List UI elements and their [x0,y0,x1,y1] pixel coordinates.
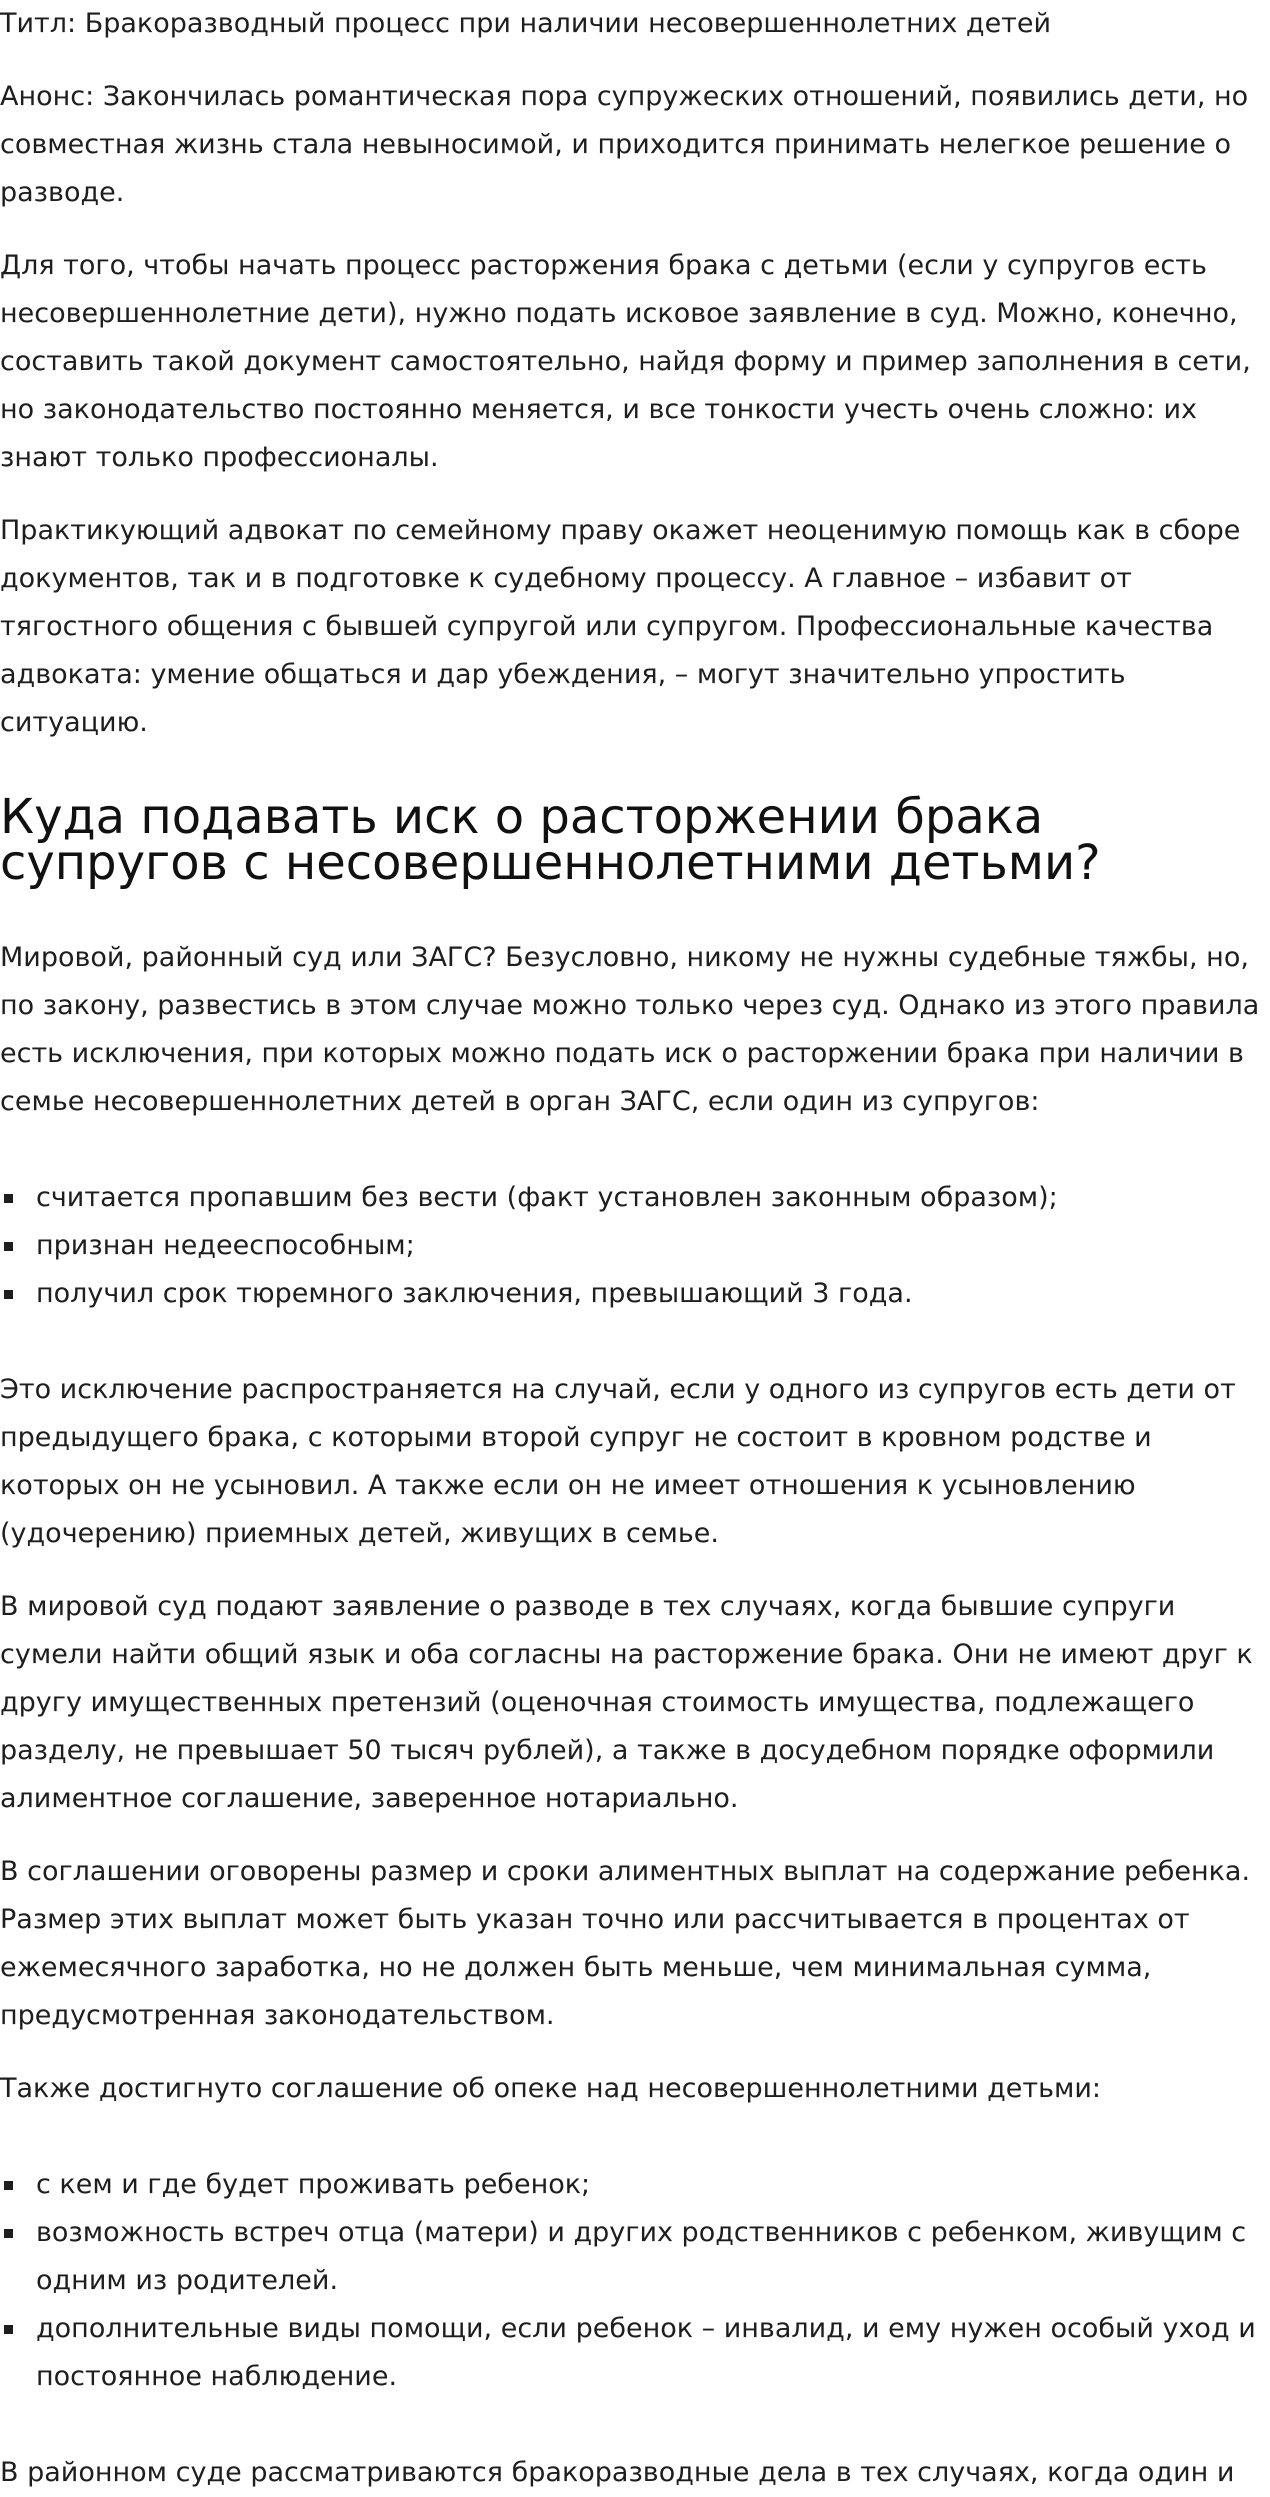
list-item-text: признан недееспособным; [36,1230,415,1261]
alimony-agreement-paragraph: В соглашении оговорены размер и сроки алиментных выплат на содержание ребенка. Размер этих выплат может быть указан точно или рассчитывается в процентах от ежемесячного заработка, но не должен быть меньше, чем минимальная сумма, предусмотренная законодательством. [0,1856,1251,2031]
list-item [36,2161,1270,2209]
courts-paragraph: Мировой, районный суд или ЗАГС? Безусловно, никому не нужны судебные тяжбы, но, по закону, развестись в этом случае можно только через суд. Однако из этого правила есть исключения, при которых можно подать иск о расторжении брака при наличии в семье несовершеннолетних детей в орган ЗАГС, если один из супругов: [0,942,1260,1117]
list-item-text: дополнительные виды помощи, если ребенок – инвалид, и ему нужен особый уход и постоянное наблюдение. [36,2313,1256,2392]
list-item-text: получил срок тюремного заключения, превышающий 3 года. [36,1278,913,1309]
article-announce: Анонс: Закончилась романтическая пора супружеских отношений, появились дети, но совместная жизнь стала невыносимой, и приходится принимать нелегкое решение о разводе. [0,81,1249,208]
square-bullet-icon [4,2181,13,2190]
exceptions-list [0,1174,1270,1318]
custody-list [0,2161,1270,2401]
list-item [36,2209,1270,2305]
square-bullet-icon [4,1290,13,1299]
list-item [36,1270,1270,1318]
square-bullet-icon [4,1242,13,1251]
district-court-paragraph: В районном суде рассматриваются бракоразводные дела в тех случаях, когда один и [0,2457,1235,2488]
square-bullet-icon [4,2229,13,2238]
magistrate-court-paragraph: В мировой суд подают заявление о разводе в тех случаях, когда бывшие супруги сумели найти общий язык и оба согласны на расторжение брака. Они не имеют друг к другу имущественных претензий (оценочная стоимость имущества, подлежащего разделу, не превышает 50 тысяч рублей), а также в досудебном порядке оформили алиментное соглашение, заверенное нотариально. [0,1591,1253,1814]
list-item-text: с кем и где будет проживать ребенок; [36,2169,591,2200]
intro-paragraph-2: Практикующий адвокат по семейному праву окажет неоценимую помощь как в сборе документов, так и в подготовке к судебному процессу. А главное – избавит от тягостного общения с бывшей супругой или супругом. Профессиональные качества адвоката: умение общаться и дар убеждения, – могут значительно упростить ситуацию. [0,515,1241,738]
list-item-text: возможность встреч отца (матери) и других родственников с ребенком, живущим с одним из родителей. [36,2217,1247,2296]
exception-paragraph: Это исключение распространяется на случай, если у одного из супругов есть дети от предыдущего брака, с которыми второй супруг не состоит в кровном родстве и которых он не усыновил. А также если он не имеет отношения к усыновлению (удочерению) приемных детей, живущих в семье. [0,1374,1236,1549]
square-bullet-icon [4,2325,13,2334]
list-item [36,2305,1270,2401]
intro-paragraph-1: Для того, чтобы начать процесс расторжения брака с детьми (если у супругов есть несовершеннолетние дети), нужно подать исковое заявление в суд. Можно, конечно, составить такой документ самостоятельно, найдя форму и пример заполнения в сети, но законодательство постоянно меняется, и все тонкости учесть очень сложно: их знают только профессионалы. [0,250,1251,473]
list-item [36,1222,1270,1270]
list-item [36,1174,1270,1222]
custody-paragraph: Также достигнуто соглашение об опеке над несовершеннолетними детьми: [0,2073,1102,2104]
square-bullet-icon [4,1194,13,1203]
section-heading-where-to-file: Куда подавать иск о расторжении брака супругов с несовершеннолетними детьми? [0,789,1101,891]
list-item-text: считается пропавшим без вести (факт установлен законным образом); [36,1182,1058,1213]
article-title-line: Титл: Бракоразводный процесс при наличии несовершеннолетних детей [0,8,1052,39]
